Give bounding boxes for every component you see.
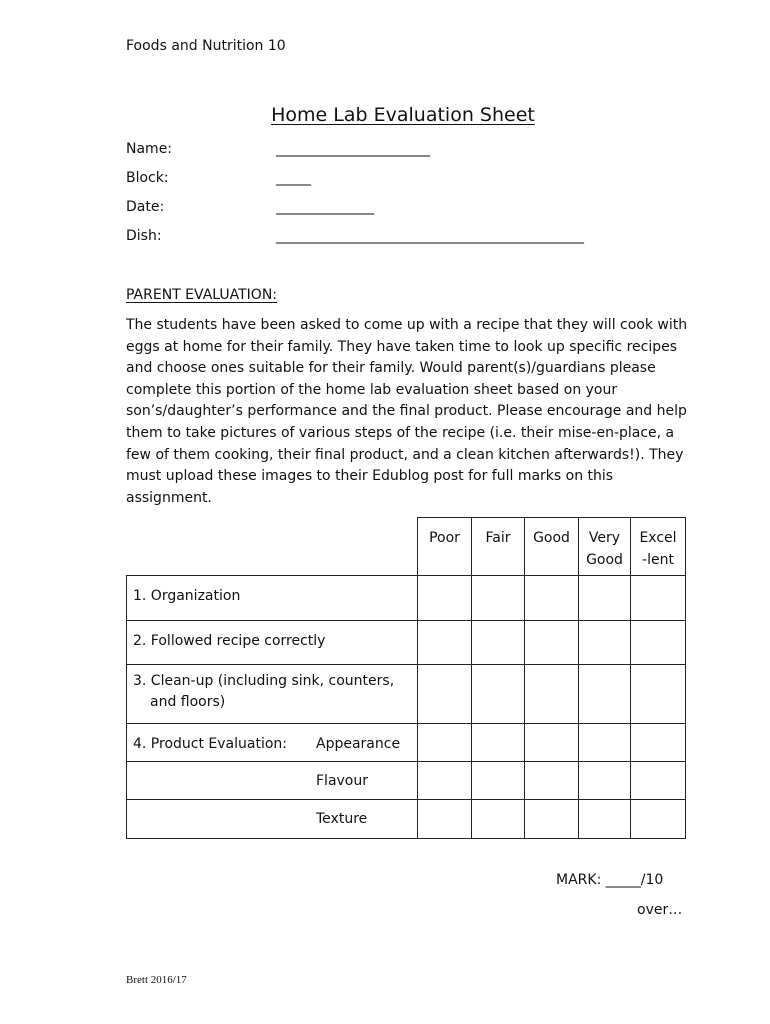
name-line: ______________________ (276, 141, 430, 157)
evaluation-table (126, 517, 686, 839)
dish-label: Dish: (126, 228, 162, 244)
rating-cell[interactable] (418, 621, 472, 665)
parent-evaluation-heading: PARENT EVALUATION: (126, 287, 278, 303)
rating-cell[interactable] (472, 800, 525, 839)
course-name: Foods and Nutrition 10 (126, 38, 286, 54)
rating-cell[interactable] (418, 800, 472, 839)
product-sub-texture: Texture (316, 811, 368, 827)
table-row (127, 665, 686, 724)
rating-cell[interactable] (472, 724, 525, 762)
rating-cell[interactable] (631, 724, 686, 762)
blank-corner-cell (127, 518, 418, 576)
continue-note: over… (637, 902, 683, 918)
table-row (127, 724, 686, 762)
rating-cell[interactable] (418, 762, 472, 800)
criterion-followed-recipe: 2. Followed recipe correctly (127, 621, 418, 665)
dish-line: ____________________________________________ (276, 228, 584, 244)
rating-cell[interactable] (472, 576, 525, 621)
instructions-paragraph: The students have been asked to come up with a recipe that they will cook with eggs at home for their family. They have taken time to look up specific recipes and choose ones suitable for their family. Would parent(s)/guardians please complete this portion of the home lab evaluation sheet based on your son’s/daughter’s performance and the final product. Please encourage and help them to take pictures of various steps of the recipe (i.e. their mise-en-place, a few of them cooking, their final product, and a clean kitchen afterwards!). They must upload these images to their Edublog post for full marks on this assignment. (126, 317, 688, 506)
rating-cell[interactable] (525, 724, 579, 762)
criterion-product-texture (127, 800, 418, 839)
table-row (127, 800, 686, 839)
rating-cell[interactable] (418, 665, 472, 724)
rating-cell[interactable] (631, 621, 686, 665)
rating-header-row (127, 518, 686, 576)
rating-cell[interactable] (631, 800, 686, 839)
product-sub-flavour: Flavour (316, 773, 369, 789)
rating-cell[interactable] (525, 665, 579, 724)
criterion-organization: 1. Organization (127, 576, 418, 621)
criterion-product-evaluation: 4. Product Evaluation: (133, 736, 287, 752)
rating-cell[interactable] (579, 724, 631, 762)
date-line: ______________ (276, 199, 374, 215)
rating-cell[interactable] (525, 621, 579, 665)
rating-cell[interactable] (631, 665, 686, 724)
rating-cell[interactable] (525, 762, 579, 800)
rating-cell[interactable] (579, 800, 631, 839)
block-label: Block: (126, 170, 169, 186)
rating-very-good: Very Good (579, 518, 631, 576)
rating-cell[interactable] (631, 576, 686, 621)
table-row (127, 621, 686, 665)
rating-cell[interactable] (579, 621, 631, 665)
rating-cell[interactable] (418, 576, 472, 621)
date-label: Date: (126, 199, 165, 215)
criterion-clean-up-line1: 3. Clean-up (including sink, counters, (133, 673, 395, 689)
rating-cell[interactable] (631, 762, 686, 800)
table-row (127, 762, 686, 800)
criterion-clean-up-line2: and floors) (150, 694, 226, 710)
rating-cell[interactable] (525, 800, 579, 839)
rating-cell[interactable] (472, 621, 525, 665)
name-label: Name: (126, 141, 173, 157)
rating-poor: Poor (418, 518, 472, 576)
rating-cell[interactable] (579, 665, 631, 724)
block-line: _____ (276, 170, 311, 186)
rating-good: Good (525, 518, 579, 576)
mark-total: MARK: _____/10 (556, 872, 664, 888)
footer-credit: Brett 2016/17 (126, 974, 187, 986)
rating-excellent: Excel -lent (631, 518, 686, 576)
criterion-clean-up (127, 665, 418, 724)
rating-fair: Fair (472, 518, 525, 576)
table-row (127, 576, 686, 621)
rating-cell[interactable] (418, 724, 472, 762)
rating-cell[interactable] (472, 665, 525, 724)
rating-cell[interactable] (579, 762, 631, 800)
criterion-product-flavour (127, 762, 418, 800)
rating-cell[interactable] (579, 576, 631, 621)
rating-cell[interactable] (472, 762, 525, 800)
criterion-product-appearance (127, 724, 418, 762)
product-sub-appearance: Appearance (316, 736, 401, 752)
rating-cell[interactable] (525, 576, 579, 621)
page-title: Home Lab Evaluation Sheet (271, 104, 535, 126)
